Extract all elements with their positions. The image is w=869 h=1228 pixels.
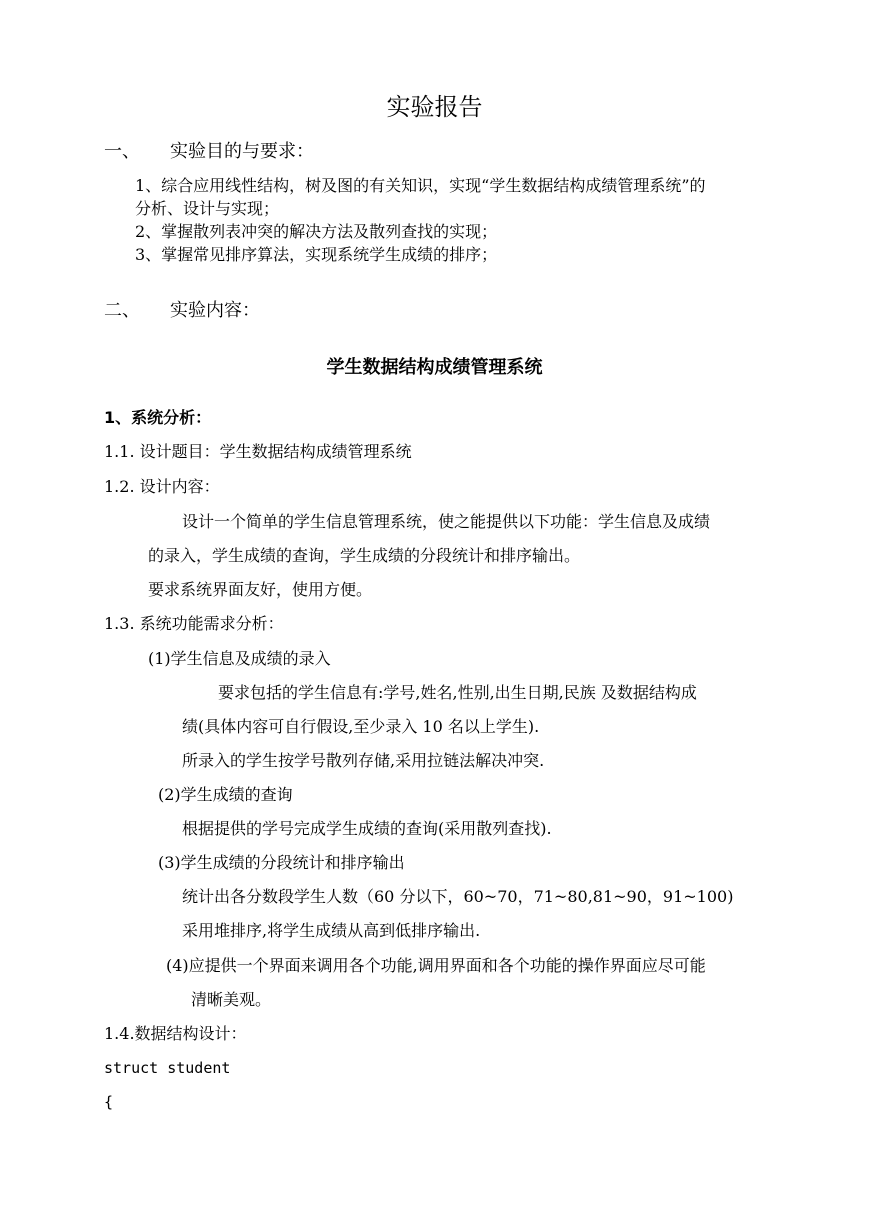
item-1-1: 1.1. 设计题目：学生数据结构成绩管理系统 — [104, 442, 412, 461]
req-2-line-1: 根据提供的学号完成学生成绩的查询(采用散列查找). — [182, 819, 552, 838]
content-line-1: 设计一个简单的学生信息管理系统，使之能提供以下功能：学生信息及成绩 — [182, 512, 711, 531]
req-4-line-2: 清晰美观。 — [191, 990, 272, 1009]
goal-line-2: 分析、设计与实现； — [135, 199, 280, 218]
req-3-line-1: 统计出各分数段学生人数（60 分以下，60~70，71~80,81~90，91~100) — [182, 887, 734, 906]
req-3-line-2: 采用堆排序,将学生成绩从高到低排序输出. — [182, 921, 481, 940]
req-1-line-3: 所录入的学生按学号散列存储,采用拉链法解决冲突. — [182, 751, 545, 770]
req-1-line-1: 要求包括的学生信息有:学号,姓名,性别,出生日期,民族 及数据结构成 — [218, 683, 697, 702]
section-1-heading — [104, 140, 314, 164]
section-1-number: 一、 — [104, 141, 140, 162]
section-2-text: 实验内容： — [170, 300, 260, 321]
section-1-text: 实验目的与要求： — [170, 141, 314, 162]
goal-line-1: 1、综合应用线性结构，树及图的有关知识，实现“学生数据结构成绩管理系统”的 — [135, 176, 706, 195]
item-1-3: 1.3. 系统功能需求分析： — [104, 614, 284, 633]
req-4-line-1: (4)应提供一个界面来调用各个功能,调用界面和各个功能的操作界面应尽可能 — [166, 956, 706, 975]
req-2-title: (2)学生成绩的查询 — [158, 785, 293, 804]
analysis-heading: 1、系统分析： — [104, 408, 212, 427]
req-3-title: (3)学生成绩的分段统计和排序输出 — [158, 853, 405, 872]
section-2-heading — [104, 299, 260, 323]
item-1-4: 1.4.数据结构设计： — [104, 1024, 247, 1043]
section-2-number: 二、 — [104, 300, 140, 321]
req-1-title: (1)学生信息及成绩的录入 — [148, 649, 331, 668]
content-line-3: 要求系统界面友好，使用方便。 — [148, 580, 373, 599]
code-line-2: { — [104, 1093, 114, 1111]
document-title: 实验报告 — [386, 93, 483, 121]
req-1-line-2: 绩(具体内容可自行假设,至少录入 10 名以上学生). — [182, 717, 540, 736]
system-subtitle: 学生数据结构成绩管理系统 — [326, 357, 543, 378]
goal-line-3: 2、掌握散列表冲突的解决方法及散列查找的实现； — [135, 222, 498, 241]
code-line-1: struct student — [104, 1059, 231, 1077]
item-1-2: 1.2. 设计内容： — [104, 477, 220, 496]
content-line-2: 的录入，学生成绩的查询，学生成绩的分段统计和排序输出。 — [148, 546, 581, 565]
goal-line-4: 3、掌握常见排序算法，实现系统学生成绩的排序； — [135, 245, 498, 264]
